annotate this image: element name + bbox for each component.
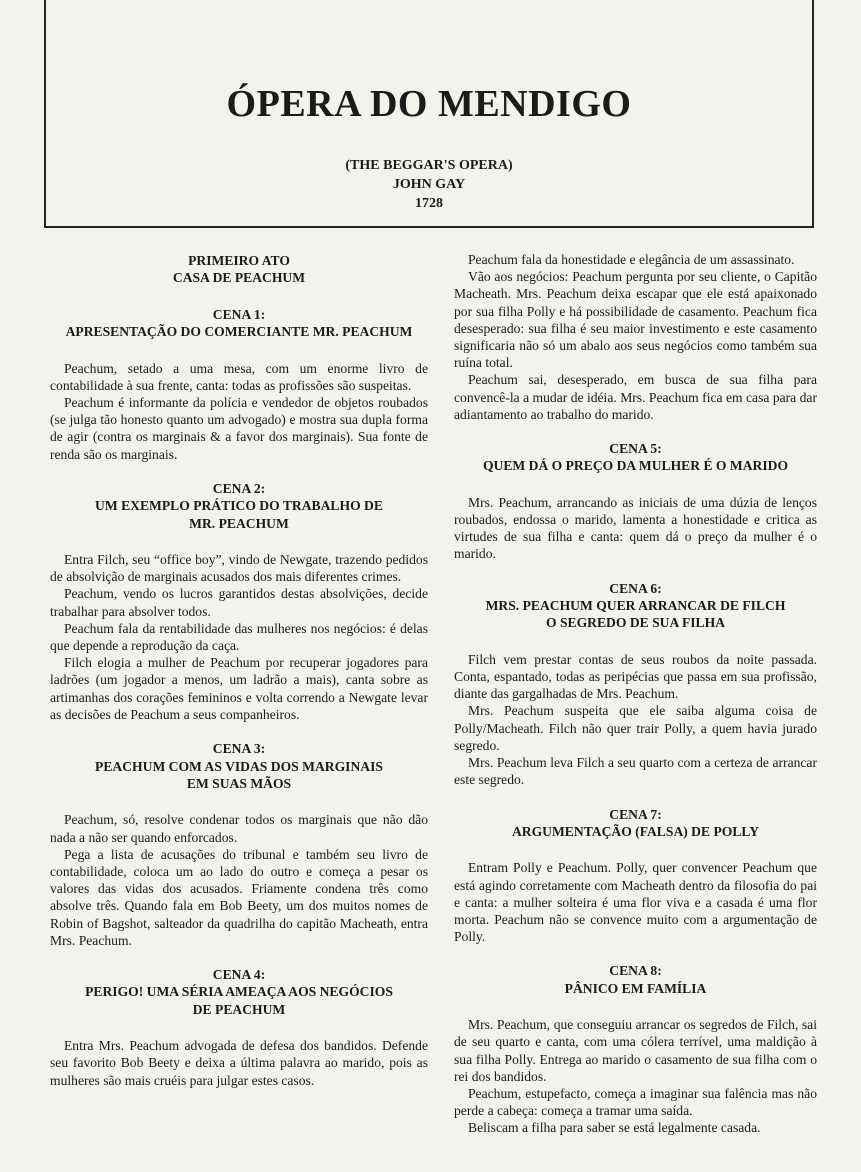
scene-title: PÂNICO EM FAMÍLIA	[564, 980, 707, 996]
scene-number: CENA 3:	[212, 741, 266, 757]
paragraph: Entra Mrs. Peachum advogada de defesa dos bandidos. Defende seu favorito Bob Beety e deixa a última palavra ao marido, pois as mulheres são mais cruéis para julgar estes casos.	[50, 1038, 428, 1088]
paragraph: Filch vem prestar contas de seus roubos da noite passada. Conta, espantado, todas as peripécias que passa em sua profissão, diante das gargalhadas de Mrs. Peachum.	[454, 651, 817, 702]
year: 1728	[415, 196, 443, 211]
act-setting: CASA DE PEACHUM	[172, 270, 306, 286]
scene-title: DE PEACHUM	[192, 1001, 286, 1017]
paragraph: Peachum sai, desesperado, em busca de sua filha para convencê-la a mudar de idéia. Mrs. Peachum fica em casa para dar adiantamento ao trabalho do marido.	[454, 372, 817, 422]
paragraph: Vão aos negócios: Peachum pergunta por seu cliente, o Capitão Macheath. Mrs. Peachum deixa escapar que ele está apaixonado por sua filha Polly e há possibilidade de casamento. Peachum fica desesperado: sua filha é seu maior investimento e este casamento significaria não só um abalo aos seus negócios como também sua ruína total.	[454, 269, 817, 371]
paragraph: Peachum, só, resolve condenar todos os marginais que não dão nada a não ser quando enforcados.	[50, 812, 428, 845]
scene-number: CENA 4:	[212, 966, 266, 982]
scene-number: CENA 6:	[609, 580, 662, 596]
scene-2-heading	[50, 480, 428, 532]
paragraph: Filch elogia a mulher de Peachum por recuperar jogadores para ladrões (um jogador a menos, um ladrão a mais), canta sobre as artimanhas dos corações femininos e volta correndo a Newgate levar as decisões de Peachum a seus companheiros.	[50, 655, 428, 722]
original-title: (THE BEGGAR'S OPERA)	[345, 158, 513, 173]
paragraph: Mrs. Peachum suspeita que ele saiba alguma coisa de Polly/Macheath. Filch não quer trair Polly, a quem havia jurado segredo.	[454, 703, 817, 753]
scene-title: O SEGREDO DE SUA FILHA	[545, 615, 726, 631]
paragraph: Mrs. Peachum, arrancando as iniciais de uma dúzia de lenços roubados, endossa o marido, lamenta a honestidade e critica as virtudes de sua filha e canta: quem dá o preço da mulher é o marido.	[454, 494, 817, 562]
page-title: ÓPERA DO MENDIGO	[226, 83, 632, 125]
paragraph: Peachum é informante da polícia e vendedor de objetos roubados (se julga tão honesto quanto um advogado) e mostra sua dupla forma de agir (contra os marginais & a favor dos marginais). Sua fonte de renda são os marginais.	[50, 395, 428, 462]
paragraph: Peachum, vendo os lucros garantidos destas absolvições, decide trabalhar para absolver todos.	[50, 586, 428, 619]
scene-number: CENA 1:	[212, 306, 266, 322]
scene-title: ARGUMENTAÇÃO (FALSA) DE POLLY	[511, 823, 760, 839]
paragraph: Entram Polly e Peachum. Polly, quer convencer Peachum que está agindo corretamente com Macheath dentro da filosofia do pai e canta: a mulher solteira é uma flor viva e a casada é uma flor morta. Peachum não se convence muito com a argumentação de Polly.	[454, 860, 817, 945]
author: JOHN GAY	[392, 177, 466, 192]
paragraph: Peachum, setado a uma mesa, com um enorme livro de contabilidade à sua frente, canta: todas as profissões são suspeitas.	[50, 360, 428, 393]
paragraph: Mrs. Peachum, que conseguiu arrancar os segredos de Filch, sai de seu quarto e canta, com uma cólera terrível, uma maldição à sua filha Polly. Entrega ao marido o casamento de sua filha com o rei dos bandidos.	[454, 1017, 817, 1084]
act-title: PRIMEIRO ATO	[188, 253, 290, 268]
scene-number: CENA 7:	[609, 806, 662, 822]
act-heading	[50, 252, 428, 287]
paragraph: Peachum fala da rentabilidade das mulheres nos negócios: é delas que depende a reprodução da caça.	[50, 620, 428, 654]
scene-4-heading	[50, 966, 428, 1018]
paragraph: Peachum, estupefacto, começa a imaginar sua falência mas não perde a cabeça: começa a tramar uma saída.	[454, 1085, 817, 1119]
scene-title: MR. PEACHUM	[189, 515, 289, 531]
scene-number: CENA 5:	[609, 441, 662, 457]
paragraph: Peachum fala da honestidade e elegância de um assassinato.	[468, 252, 795, 267]
right-column	[454, 251, 817, 1137]
paragraph: Pega a lista de acusações do tribunal e também seu livro de contabilidade, coloca um ao lado do outro e começa a pesar os valores das vidas dos acusados. Friamente condena três como absolve três. Quando fala em Bob Beety, um dos muitos nomes de Robin of Bagshot, salteador da quadrilha do capitão Macheath, entra Mrs. Peachum.	[50, 846, 428, 948]
scene-8-heading	[454, 962, 817, 997]
scene-title: PEACHUM COM AS VIDAS DOS MARGINAIS	[95, 758, 383, 774]
subtitle-block	[46, 156, 812, 213]
paragraph: Entra Filch, seu “office boy”, vindo de Newgate, trazendo pedidos de absolvição de marginais acusados dos mais diferentes crimes.	[50, 552, 428, 585]
scene-number: CENA 2:	[212, 480, 266, 496]
scene-1-heading	[50, 306, 428, 341]
scene-7-heading	[454, 806, 817, 841]
scene-title: UM EXEMPLO PRÁTICO DO TRABALHO DE	[95, 498, 383, 514]
scene-6-heading	[454, 580, 817, 632]
paragraph: Mrs. Peachum leva Filch a seu quarto com a certeza de arrancar este segredo.	[454, 755, 817, 788]
left-column	[50, 252, 428, 1089]
scene-5-heading	[454, 440, 817, 475]
paragraph: Beliscam a filha para saber se está legalmente casada.	[468, 1120, 761, 1136]
scene-title: QUEM DÁ O PREÇO DA MULHER É O MARIDO	[482, 458, 789, 474]
scene-title: APRESENTAÇÃO DO COMERCIANTE MR. PEACHUM	[65, 324, 413, 340]
title-box	[44, 0, 814, 228]
scene-number: CENA 8:	[609, 963, 662, 979]
scene-title: PERIGO! UMA SÉRIA AMEAÇA AOS NEGÓCIOS	[85, 984, 393, 1000]
scene-3-heading	[50, 740, 428, 792]
scene-title: MRS. PEACHUM QUER ARRANCAR DE FILCH	[485, 598, 786, 614]
scene-title: EM SUAS MÃOS	[186, 775, 292, 791]
